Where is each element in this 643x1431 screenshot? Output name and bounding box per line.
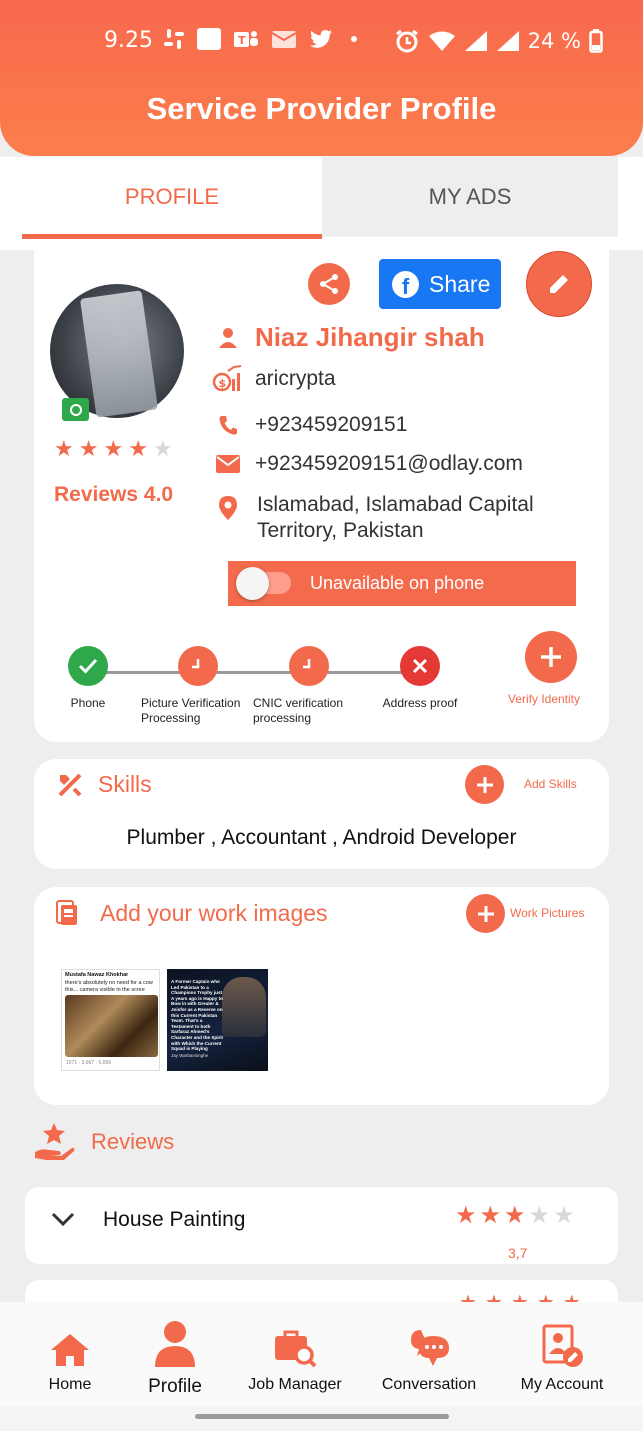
work-pictures-label[interactable]: Work Pictures (510, 906, 585, 920)
tweet-text: there's absolutely no need for a cow this... camera visible in the scree (65, 980, 153, 993)
tweet-image (65, 995, 158, 1057)
job-manager-icon (273, 1328, 317, 1368)
nav-my-account[interactable] (512, 1320, 612, 1394)
person-icon (215, 327, 241, 349)
address-row (215, 492, 577, 544)
location-pin-icon (215, 496, 241, 520)
notification-icons (163, 28, 357, 50)
email-address: +923459209151@odlay.com (255, 452, 523, 475)
work-image-thumbnail[interactable] (167, 969, 268, 1071)
svg-text:T: T (238, 34, 246, 47)
step-label-address: Address proof (382, 696, 458, 710)
signal-icon (464, 30, 488, 52)
star-icon: ★ (103, 436, 124, 461)
bottom-navigation (0, 1302, 643, 1406)
star-empty-icon: ★ (528, 1202, 551, 1229)
cnic-verification-step (289, 646, 329, 686)
battery-percent: 24 % (527, 29, 581, 53)
business-growth-icon (215, 365, 241, 393)
more-notifications-dot (351, 36, 357, 42)
wifi-icon (428, 30, 456, 52)
availability-label: Unavailable on phone (310, 573, 485, 593)
star-empty-icon: ★ (152, 436, 173, 461)
nav-conversation[interactable] (376, 1320, 482, 1394)
signal-icon-2 (496, 30, 520, 52)
camera-icon[interactable] (62, 398, 89, 421)
account-icon (540, 1324, 584, 1368)
app-notification-icon (197, 28, 221, 50)
profile-rating-stars (54, 436, 173, 462)
alarm-icon (394, 28, 420, 54)
star-icon: ★ (504, 1202, 526, 1229)
post-text: A Former Captain who Led Pakistan to a Champions Trophy just A years ago is Happy to Bow in with Greater & Joisfor as a Reserve on this Current Pakistan Team. That's a Testament to both Sarfaraz Ahmed's Character and the Spirit with Which the Current Squad is Playing (171, 979, 224, 1052)
status-time: 9.25 (104, 28, 153, 53)
review-score: 3,7 (508, 1245, 528, 1261)
star-icon: ★ (455, 1202, 477, 1229)
reviews-title: Reviews (91, 1129, 175, 1154)
battery-icon (589, 29, 603, 53)
email-row (215, 452, 523, 476)
tab-bar (0, 157, 643, 250)
edit-profile-button[interactable] (526, 251, 592, 317)
pencil-icon (547, 272, 571, 296)
address-proof-step (400, 646, 440, 686)
reviews-score: Reviews 4.0 (54, 483, 174, 506)
tweet-author: Mustafa Nawaz Khokhar (65, 972, 129, 978)
name-row (215, 322, 485, 353)
skills-list: Plumber , Accountant , Android Developer (126, 826, 517, 849)
nav-profile[interactable] (139, 1320, 211, 1398)
page-title: Service Provider Profile (146, 91, 497, 126)
status-bar (0, 24, 643, 60)
nav-home[interactable] (34, 1320, 106, 1394)
plus-icon (477, 905, 495, 923)
work-image-thumbnail[interactable] (61, 969, 160, 1071)
nav-job-manager[interactable] (240, 1320, 350, 1394)
availability-toggle-bar (228, 561, 576, 606)
gmail-icon (271, 28, 297, 50)
review-category: House Painting (103, 1208, 246, 1231)
nav-profile-label: Profile (148, 1376, 202, 1397)
picture-verification-step (178, 646, 218, 686)
plus-icon (539, 645, 563, 669)
chat-icon (407, 1328, 451, 1368)
phone-verified-step (68, 646, 108, 686)
username: aricrypta (255, 367, 336, 390)
status-right (394, 28, 603, 54)
tab-my-ads[interactable]: MY ADS (322, 157, 618, 237)
availability-toggle-knob[interactable] (236, 567, 269, 600)
verify-identity-label[interactable]: Verify Identity (507, 692, 581, 706)
step-label-cnic: CNIC verification processing (253, 696, 344, 725)
post-author: Jay Warbansinghe (171, 1053, 209, 1058)
gallery-icon (56, 900, 78, 926)
facebook-icon: f (392, 271, 419, 298)
tools-icon (57, 772, 83, 798)
star-icon: ★ (479, 1202, 502, 1229)
home-icon (49, 1332, 91, 1368)
nav-home-label: Home (48, 1376, 92, 1393)
photo-person (222, 977, 266, 1037)
plus-icon (476, 776, 494, 794)
phone-icon (215, 414, 241, 436)
facebook-share-label: Share (429, 270, 491, 297)
chevron-down-icon[interactable] (51, 1212, 75, 1226)
provider-name: Niaz Jihangir shah (255, 322, 485, 352)
step-label-phone: Phone (70, 696, 106, 710)
share-button[interactable] (308, 263, 350, 305)
app-header (0, 0, 643, 156)
nav-conversation-label: Conversation (381, 1376, 477, 1393)
review-rating-stars (455, 1201, 575, 1230)
work-images-title: Add your work images (100, 900, 328, 926)
username-row (215, 365, 336, 393)
step-label-picture: Picture Verification Processing (141, 696, 241, 725)
add-work-pictures-button[interactable] (466, 894, 505, 933)
verification-progress-line (88, 671, 420, 674)
review-hand-star-icon (34, 1122, 76, 1162)
add-skills-label[interactable]: Add Skills (524, 777, 577, 791)
close-icon (412, 658, 428, 674)
facebook-share-button[interactable] (379, 259, 501, 309)
nav-job-manager-label: Job Manager (248, 1376, 342, 1393)
clock-icon (188, 656, 208, 676)
tweet-stats: 1571 · 3,667 · 5,899 (66, 1060, 112, 1066)
star-empty-icon: ★ (553, 1202, 575, 1229)
share-icon (318, 273, 340, 295)
teams-icon (233, 28, 259, 50)
email-icon (215, 455, 241, 473)
phone-number: +923459209151 (255, 413, 408, 436)
review-item[interactable] (25, 1187, 618, 1264)
star-icon: ★ (54, 436, 74, 461)
add-skills-button[interactable] (465, 765, 504, 804)
nav-my-account-label: My Account (520, 1376, 604, 1393)
address: Islamabad, Islamabad Capital Territory, Pakistan (257, 493, 534, 542)
skills-title: Skills (98, 771, 152, 797)
person-icon (153, 1320, 197, 1368)
star-icon: ★ (128, 436, 148, 461)
clock-icon (299, 656, 319, 676)
twitter-icon (309, 28, 333, 50)
verify-identity-button[interactable] (525, 631, 577, 683)
phone-row (215, 413, 407, 437)
svg-text:$: $ (218, 377, 227, 390)
check-icon (78, 658, 98, 674)
tab-profile[interactable]: PROFILE (22, 157, 322, 237)
home-gesture-bar[interactable] (195, 1414, 449, 1419)
slack-icon (163, 28, 185, 50)
star-icon: ★ (78, 436, 99, 461)
